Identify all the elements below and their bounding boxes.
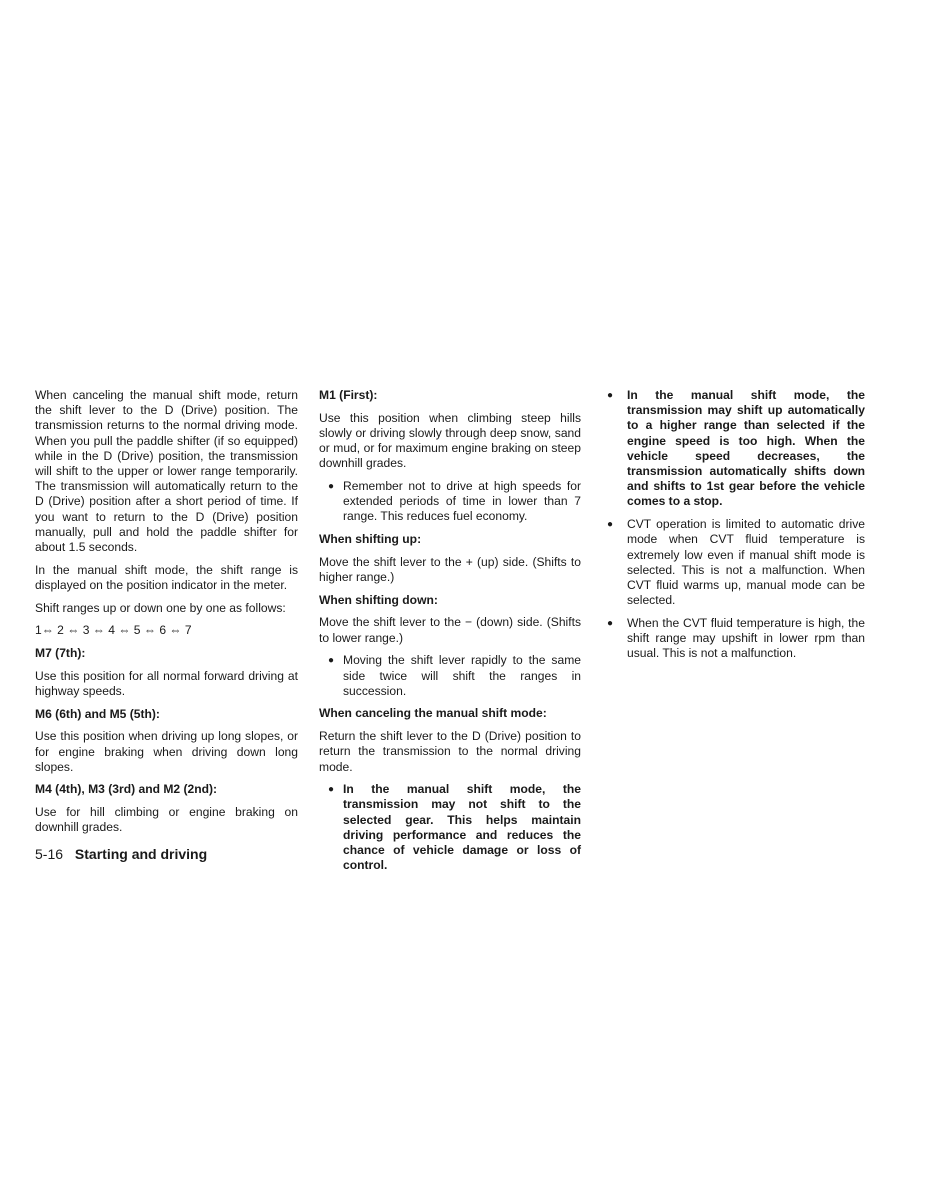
column-right: [603, 388, 865, 669]
paragraph-m4-m3-m2: Use for hill climbing or engine braking on downhill grades.: [35, 805, 298, 835]
bullet-item: [319, 479, 581, 525]
heading-m1: M1 (First):: [319, 388, 378, 402]
bullet-text: CVT operation is limited to automatic drive mode when CVT fluid temperature is extremely low even if manual shift mode is selected. This is not a malfunction. When CVT fluid warms up, manual mode can be selected.: [627, 517, 865, 608]
bullet-text: When the CVT fluid temperature is high, the shift range may upshift in lower rpm than usual. This is not a malfunction.: [627, 615, 865, 661]
bullet-item: [319, 653, 581, 699]
bullet-item: [603, 616, 865, 662]
heading-m6-m5: M6 (6th) and M5 (5th):: [35, 706, 160, 721]
bullet-icon: ●: [327, 481, 335, 493]
paragraph-shift-range-display: In the manual shift mode, the shift range is displayed on the position indicator in the meter.: [35, 562, 298, 592]
paragraph-shifting-up: Move the shift lever to the + (up) side. (Shifts to higher range.): [319, 554, 581, 585]
bullet-icon: ●: [607, 519, 614, 531]
bullet-icon: ●: [607, 617, 614, 629]
paragraph-cancel-manual: When canceling the manual shift mode, return the shift lever to the D (Drive) position. The transmission returns to the normal driving mode. When you pull the paddle shifter (if so equipped) while in the D (Drive) position, the transmission will shift to the upper or lower range temporarily. The transmission will automatically return to the D (Drive) position after a short period of time. If you want to return to the D (Drive) position manually, pull and hold the paddle shifter for about 1.5 seconds.: [35, 388, 298, 555]
bullet-text: Remember not to drive at high speeds for extended periods of time in lower than 7 range. This reduces fuel economy.: [343, 479, 581, 524]
heading-shifting-up: When shifting up:: [319, 532, 422, 547]
paragraph-m7: Use this position for all normal forward driving at highway speeds.: [35, 668, 298, 698]
paragraph-canceling-manual: Return the shift lever to the D (Drive) position to return the transmission to the normal driving mode.: [319, 729, 581, 774]
bullet-icon: ●: [327, 655, 335, 667]
heading-canceling-manual: When canceling the manual shift mode:: [319, 706, 547, 721]
heading-m4-m3-m2: M4 (4th), M3 (3rd) and M2 (2nd):: [35, 782, 218, 797]
bullet-text: In the manual shift mode, the transmission may shift up automatically to a higher range than selected if the engine speed is too high. When the vehicle speed decreases, the transmission automatically shifts down and shifts to 1st gear before the vehicle comes to a stop.: [627, 388, 865, 509]
section-title: Starting and driving: [74, 846, 208, 862]
heading-m7: M7 (7th):: [35, 646, 86, 661]
page-number: 5-16: [35, 846, 64, 862]
bullet-icon: ●: [327, 784, 335, 796]
column-left: [35, 388, 298, 843]
bullet-text: In the manual shift mode, the transmission may not shift to the selected gear. This helps maintain driving performance and reduces the chance of vehicle damage or loss of control.: [343, 782, 581, 873]
shift-sequence: 1⇔ 2 ⇔ 3 ⇔ 4 ⇔ 5 ⇔ 6 ⇔ 7: [35, 623, 192, 638]
column-middle: [319, 388, 581, 881]
bullet-item: [603, 517, 865, 608]
paragraph-shift-ranges: Shift ranges up or down one by one as follows:: [35, 600, 286, 615]
bullet-item-warning: [603, 388, 865, 510]
bullet-icon: ●: [607, 390, 614, 401]
heading-shifting-down: When shifting down:: [319, 592, 438, 607]
paragraph-m1: Use this position when climbing steep hills slowly or driving slowly through deep snow, sand or mud, or for maximum engine braking on steep downhill grades.: [319, 410, 581, 471]
bullet-item-warning: [319, 782, 581, 873]
paragraph-shifting-down: Move the shift lever to the − (down) side. (Shifts to lower range.): [319, 615, 581, 645]
paragraph-m6-m5: Use this position when driving up long slopes, or for engine braking when driving down long slopes.: [35, 729, 298, 774]
bullet-text: Moving the shift lever rapidly to the same side twice will shift the ranges in succession.: [343, 653, 581, 698]
page-footer: [35, 846, 207, 862]
